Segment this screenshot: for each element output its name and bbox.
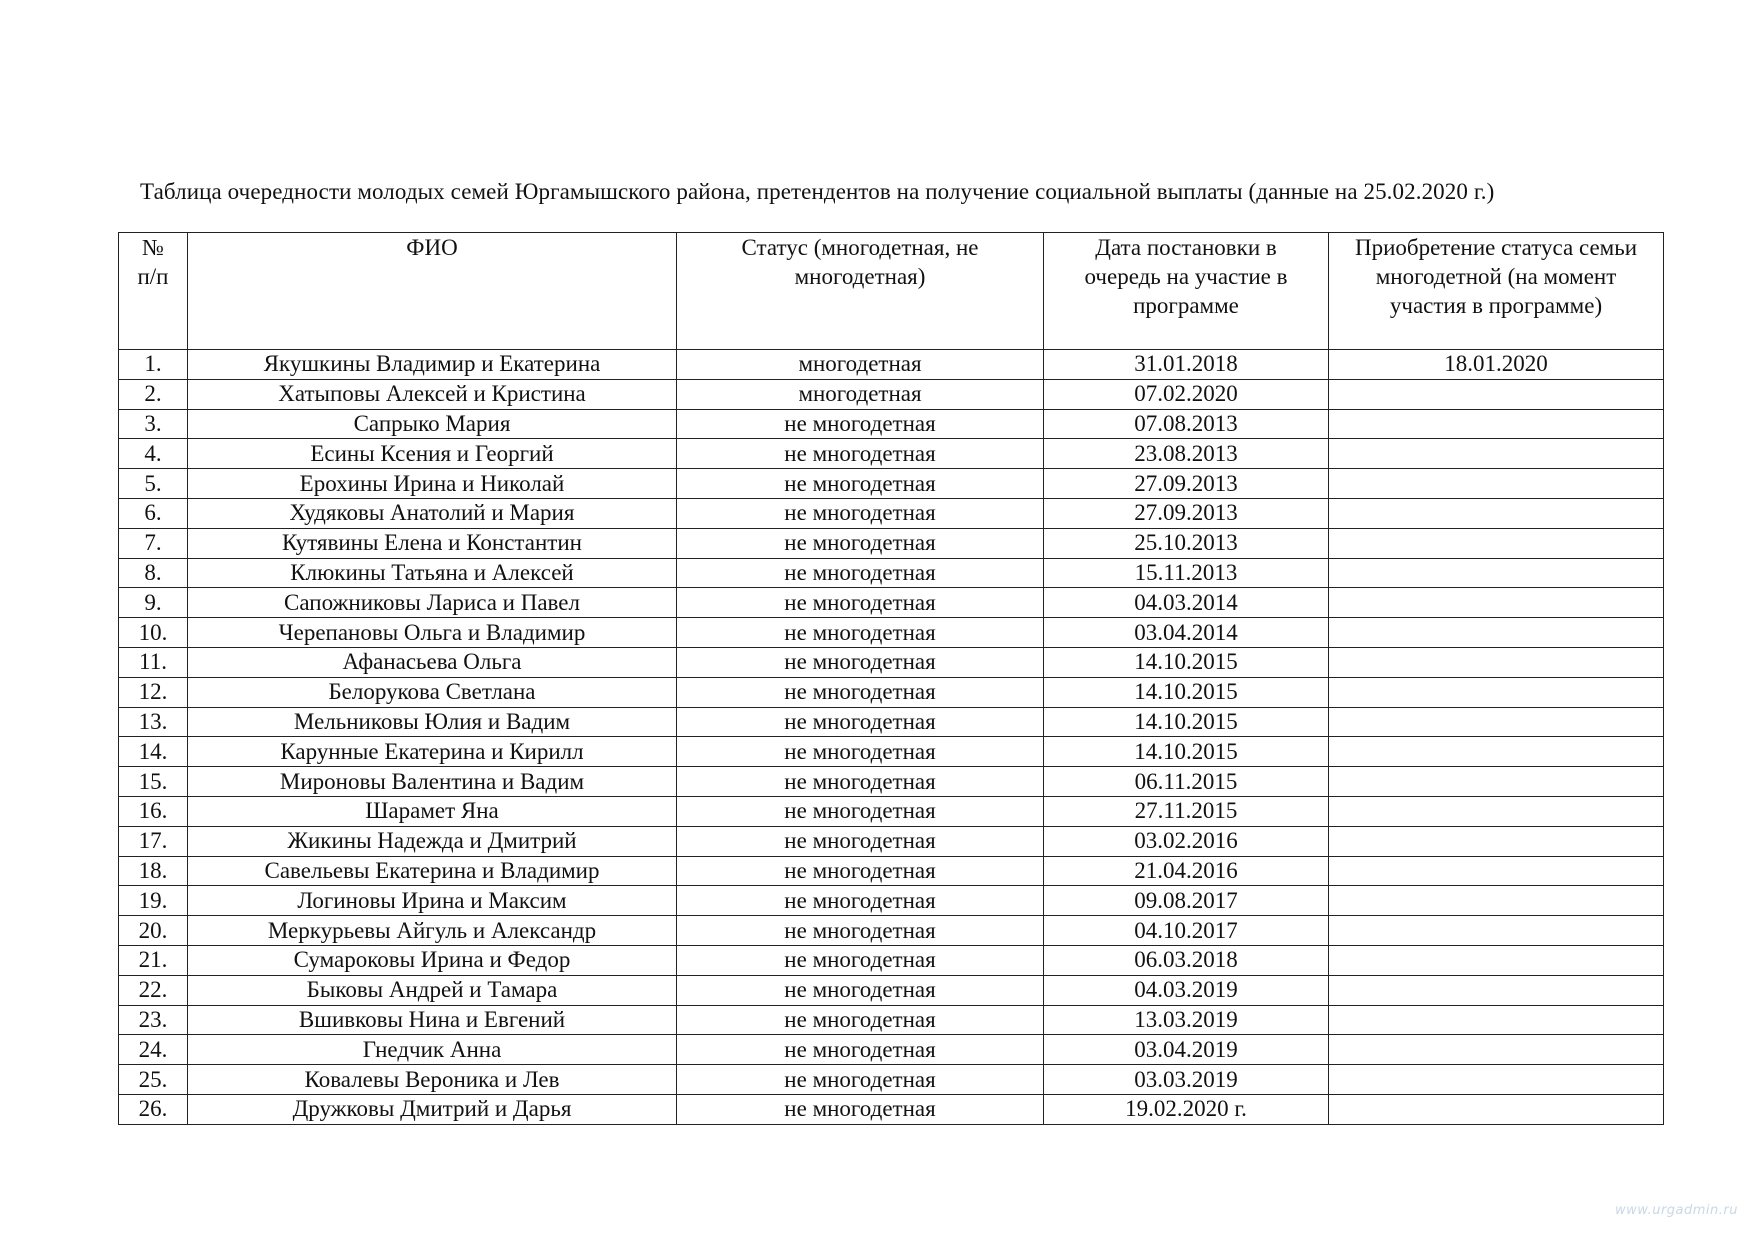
cell-name: Худяковы Анатолий и Мария bbox=[188, 498, 677, 528]
cell-queue-date: 31.01.2018 bbox=[1044, 350, 1329, 380]
cell-number: 25. bbox=[119, 1065, 188, 1095]
cell-queue-date: 13.03.2019 bbox=[1044, 1005, 1329, 1035]
cell-queue-date: 03.03.2019 bbox=[1044, 1065, 1329, 1095]
cell-status: многодетная bbox=[677, 350, 1044, 380]
header-queue-date bbox=[1044, 233, 1329, 350]
header-number bbox=[119, 233, 188, 350]
cell-large-family-acquired bbox=[1329, 1065, 1664, 1095]
cell-status: не многодетная bbox=[677, 707, 1044, 737]
cell-number: 10. bbox=[119, 618, 188, 648]
cell-status: не многодетная bbox=[677, 409, 1044, 439]
cell-status: не многодетная bbox=[677, 1094, 1044, 1124]
cell-name: Белорукова Светлана bbox=[188, 677, 677, 707]
header-row bbox=[119, 233, 1664, 350]
cell-status: не многодетная bbox=[677, 1065, 1044, 1095]
cell-name: Савельевы Екатерина и Владимир bbox=[188, 856, 677, 886]
header-status bbox=[677, 233, 1044, 350]
cell-large-family-acquired bbox=[1329, 945, 1664, 975]
cell-status: не многодетная bbox=[677, 737, 1044, 767]
cell-queue-date: 03.04.2014 bbox=[1044, 618, 1329, 648]
cell-number: 16. bbox=[119, 796, 188, 826]
table-row bbox=[119, 350, 1664, 380]
table-row bbox=[119, 945, 1664, 975]
cell-status: не многодетная bbox=[677, 647, 1044, 677]
cell-status: не многодетная bbox=[677, 677, 1044, 707]
cell-queue-date: 03.02.2016 bbox=[1044, 826, 1329, 856]
header-large-family-acquired-label: Приобретение статуса семьи многодетной (на момент участия в программе) bbox=[1354, 235, 1638, 318]
cell-status: не многодетная bbox=[677, 1035, 1044, 1065]
table-row bbox=[119, 767, 1664, 797]
cell-name: Черепановы Ольга и Владимир bbox=[188, 618, 677, 648]
cell-large-family-acquired bbox=[1329, 558, 1664, 588]
cell-status: не многодетная bbox=[677, 528, 1044, 558]
cell-large-family-acquired bbox=[1329, 618, 1664, 648]
cell-status: не многодетная bbox=[677, 886, 1044, 916]
cell-large-family-acquired bbox=[1329, 588, 1664, 618]
cell-number: 2. bbox=[119, 379, 188, 409]
cell-queue-date: 27.09.2013 bbox=[1044, 498, 1329, 528]
cell-queue-date: 14.10.2015 bbox=[1044, 737, 1329, 767]
cell-name: Хатыповы Алексей и Кристина bbox=[188, 379, 677, 409]
header-number-label: № п/п bbox=[137, 235, 169, 289]
table-row bbox=[119, 1094, 1664, 1124]
cell-queue-date: 04.03.2019 bbox=[1044, 975, 1329, 1005]
cell-number: 6. bbox=[119, 498, 188, 528]
cell-number: 9. bbox=[119, 588, 188, 618]
cell-queue-date: 03.04.2019 bbox=[1044, 1035, 1329, 1065]
page-title: Таблица очередности молодых семей Юргамышского района, претендентов на получение социальной выплаты (данные на 25.02.2020 г.) bbox=[140, 179, 1495, 204]
cell-queue-date: 15.11.2013 bbox=[1044, 558, 1329, 588]
table-row bbox=[119, 707, 1664, 737]
cell-number: 20. bbox=[119, 916, 188, 946]
cell-queue-date: 14.10.2015 bbox=[1044, 707, 1329, 737]
table-row bbox=[119, 975, 1664, 1005]
cell-number: 23. bbox=[119, 1005, 188, 1035]
table-row bbox=[119, 588, 1664, 618]
watermark: www.urgadmin.ru bbox=[1615, 1203, 1738, 1218]
cell-name: Ерохины Ирина и Николай bbox=[188, 469, 677, 499]
cell-status: не многодетная bbox=[677, 439, 1044, 469]
cell-name: Жикины Надежда и Дмитрий bbox=[188, 826, 677, 856]
cell-number: 22. bbox=[119, 975, 188, 1005]
header-name: ФИО bbox=[188, 233, 677, 350]
cell-name: Мироновы Валентина и Вадим bbox=[188, 767, 677, 797]
table-row bbox=[119, 677, 1664, 707]
header-queue-date-label: Дата постановки в очередь на участие в программе bbox=[1084, 235, 1288, 318]
cell-large-family-acquired bbox=[1329, 409, 1664, 439]
cell-number: 5. bbox=[119, 469, 188, 499]
cell-status: не многодетная bbox=[677, 856, 1044, 886]
cell-large-family-acquired bbox=[1329, 856, 1664, 886]
table-row bbox=[119, 469, 1664, 499]
cell-status: не многодетная bbox=[677, 588, 1044, 618]
table-row bbox=[119, 439, 1664, 469]
cell-number: 1. bbox=[119, 350, 188, 380]
cell-name: Карунные Екатерина и Кирилл bbox=[188, 737, 677, 767]
table-row bbox=[119, 498, 1664, 528]
cell-name: Вшивковы Нина и Евгений bbox=[188, 1005, 677, 1035]
cell-status: не многодетная bbox=[677, 826, 1044, 856]
cell-large-family-acquired bbox=[1329, 767, 1664, 797]
cell-name: Гнедчик Анна bbox=[188, 1035, 677, 1065]
header-status-label: Статус (многодетная, не многодетная) bbox=[741, 235, 979, 289]
cell-status: не многодетная bbox=[677, 618, 1044, 648]
cell-name: Меркурьевы Айгуль и Александр bbox=[188, 916, 677, 946]
cell-status: многодетная bbox=[677, 379, 1044, 409]
cell-queue-date: 27.11.2015 bbox=[1044, 796, 1329, 826]
cell-queue-date: 19.02.2020 г. bbox=[1044, 1094, 1329, 1124]
cell-large-family-acquired bbox=[1329, 439, 1664, 469]
cell-large-family-acquired bbox=[1329, 737, 1664, 767]
cell-queue-date: 06.11.2015 bbox=[1044, 767, 1329, 797]
table-row bbox=[119, 1065, 1664, 1095]
header-large-family-acquired bbox=[1329, 233, 1664, 350]
cell-large-family-acquired bbox=[1329, 677, 1664, 707]
cell-name: Якушкины Владимир и Екатерина bbox=[188, 350, 677, 380]
cell-name: Клюкины Татьяна и Алексей bbox=[188, 558, 677, 588]
table-row bbox=[119, 796, 1664, 826]
cell-name: Сапрыко Мария bbox=[188, 409, 677, 439]
cell-number: 14. bbox=[119, 737, 188, 767]
cell-queue-date: 14.10.2015 bbox=[1044, 647, 1329, 677]
cell-name: Мельниковы Юлия и Вадим bbox=[188, 707, 677, 737]
cell-large-family-acquired: 18.01.2020 bbox=[1329, 350, 1664, 380]
cell-queue-date: 04.10.2017 bbox=[1044, 916, 1329, 946]
table-row bbox=[119, 1005, 1664, 1035]
cell-queue-date: 14.10.2015 bbox=[1044, 677, 1329, 707]
cell-large-family-acquired bbox=[1329, 916, 1664, 946]
queue-table bbox=[118, 232, 1664, 1125]
cell-status: не многодетная bbox=[677, 796, 1044, 826]
cell-large-family-acquired bbox=[1329, 886, 1664, 916]
cell-name: Кутявины Елена и Константин bbox=[188, 528, 677, 558]
cell-large-family-acquired bbox=[1329, 498, 1664, 528]
cell-name: Ковалевы Вероника и Лев bbox=[188, 1065, 677, 1095]
cell-number: 13. bbox=[119, 707, 188, 737]
cell-status: не многодетная bbox=[677, 558, 1044, 588]
cell-name: Сапожниковы Лариса и Павел bbox=[188, 588, 677, 618]
cell-status: не многодетная bbox=[677, 1005, 1044, 1035]
cell-status: не многодетная bbox=[677, 945, 1044, 975]
cell-number: 18. bbox=[119, 856, 188, 886]
cell-queue-date: 07.08.2013 bbox=[1044, 409, 1329, 439]
cell-status: не многодетная bbox=[677, 469, 1044, 499]
cell-queue-date: 07.02.2020 bbox=[1044, 379, 1329, 409]
cell-number: 7. bbox=[119, 528, 188, 558]
cell-queue-date: 04.03.2014 bbox=[1044, 588, 1329, 618]
cell-status: не многодетная bbox=[677, 767, 1044, 797]
cell-large-family-acquired bbox=[1329, 1035, 1664, 1065]
cell-number: 26. bbox=[119, 1094, 188, 1124]
cell-name: Шарамет Яна bbox=[188, 796, 677, 826]
cell-large-family-acquired bbox=[1329, 826, 1664, 856]
cell-name: Дружковы Дмитрий и Дарья bbox=[188, 1094, 677, 1124]
table-row bbox=[119, 826, 1664, 856]
cell-name: Логиновы Ирина и Максим bbox=[188, 886, 677, 916]
table-row bbox=[119, 737, 1664, 767]
table-row bbox=[119, 856, 1664, 886]
cell-status: не многодетная bbox=[677, 916, 1044, 946]
cell-large-family-acquired bbox=[1329, 647, 1664, 677]
cell-number: 11. bbox=[119, 647, 188, 677]
cell-large-family-acquired bbox=[1329, 379, 1664, 409]
cell-large-family-acquired bbox=[1329, 1005, 1664, 1035]
cell-large-family-acquired bbox=[1329, 1094, 1664, 1124]
table-row bbox=[119, 647, 1664, 677]
cell-name: Афанасьева Ольга bbox=[188, 647, 677, 677]
cell-queue-date: 21.04.2016 bbox=[1044, 856, 1329, 886]
cell-number: 15. bbox=[119, 767, 188, 797]
cell-queue-date: 25.10.2013 bbox=[1044, 528, 1329, 558]
table-row bbox=[119, 886, 1664, 916]
cell-number: 24. bbox=[119, 1035, 188, 1065]
cell-status: не многодетная bbox=[677, 975, 1044, 1005]
cell-name: Сумароковы Ирина и Федор bbox=[188, 945, 677, 975]
table-row bbox=[119, 558, 1664, 588]
table-header bbox=[119, 233, 1664, 350]
cell-number: 12. bbox=[119, 677, 188, 707]
cell-queue-date: 09.08.2017 bbox=[1044, 886, 1329, 916]
cell-large-family-acquired bbox=[1329, 707, 1664, 737]
table-row bbox=[119, 528, 1664, 558]
table-row bbox=[119, 409, 1664, 439]
cell-queue-date: 27.09.2013 bbox=[1044, 469, 1329, 499]
cell-number: 4. bbox=[119, 439, 188, 469]
cell-large-family-acquired bbox=[1329, 796, 1664, 826]
cell-queue-date: 06.03.2018 bbox=[1044, 945, 1329, 975]
cell-status: не многодетная bbox=[677, 498, 1044, 528]
cell-name: Быковы Андрей и Тамара bbox=[188, 975, 677, 1005]
cell-number: 8. bbox=[119, 558, 188, 588]
table-body bbox=[119, 350, 1664, 1125]
cell-number: 3. bbox=[119, 409, 188, 439]
table-row bbox=[119, 916, 1664, 946]
cell-number: 19. bbox=[119, 886, 188, 916]
table-row bbox=[119, 618, 1664, 648]
cell-large-family-acquired bbox=[1329, 975, 1664, 1005]
cell-queue-date: 23.08.2013 bbox=[1044, 439, 1329, 469]
cell-name: Есины Ксения и Георгий bbox=[188, 439, 677, 469]
cell-number: 17. bbox=[119, 826, 188, 856]
table-row bbox=[119, 379, 1664, 409]
cell-number: 21. bbox=[119, 945, 188, 975]
cell-large-family-acquired bbox=[1329, 469, 1664, 499]
cell-large-family-acquired bbox=[1329, 528, 1664, 558]
table-row bbox=[119, 1035, 1664, 1065]
